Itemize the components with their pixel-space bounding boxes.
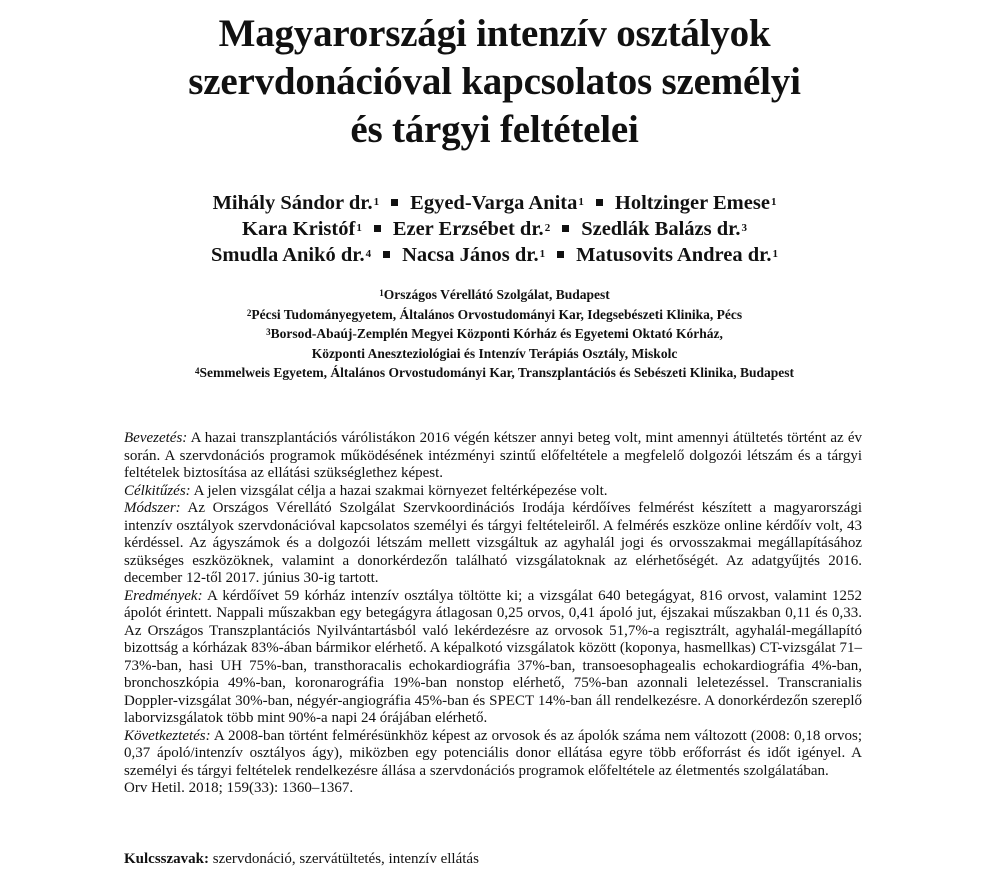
author-line	[0, 242, 989, 268]
author-name: Mihály Sándor dr.	[212, 192, 373, 214]
author-list	[0, 190, 989, 268]
title-line: Magyarországi intenzív osztályok	[218, 12, 771, 55]
affiliation-text: Országos Vérellátó Szolgálat, Budapest	[383, 287, 610, 302]
aim-text: A jelen vizsgálat célja a hazai szakmai környezet feltérképezése volt.	[193, 482, 608, 499]
author-line	[0, 190, 989, 216]
author-separator-icon	[596, 199, 603, 206]
affiliation-text: Semmelweis Egyetem, Általános Orvostudományi Kar, Transzplantációs és Sebészeti Klinika, Budapest	[199, 365, 794, 380]
affiliation	[0, 344, 989, 364]
keywords-text: szervdonáció, szervátültetés, intenzív ellátás	[212, 851, 479, 867]
author-affiliation-number: 1	[770, 196, 777, 208]
method-text: Az Országos Vérellátó Szolgálat Szervkoordinációs Irodája kérdőíves felmérést készített a magyarországi intenzív osztályok szervdonációval kapcsolatos személyi és tárgyi feltételeiről. A felmérés eszköze online kérdőív volt, 43 kérdéssel. Az ágyszámok és a dolgozói létszám mellett vizsgáltuk az agyhalál jogi és orvosszakmai megállapításához szükséges eszközöknek, valamint a donorkérdezőn található vizsgálatoknak az elérhetőségét. Az adatgyűjtés 2016. december 12-től 2017. június 30-ig tartott.	[124, 500, 862, 586]
affiliation-number: 1	[379, 288, 384, 298]
author-separator-icon	[562, 225, 569, 232]
author-line	[0, 216, 989, 242]
author-name: Kara Kristóf	[242, 218, 356, 240]
author-affiliation-number: 1	[373, 196, 380, 208]
affiliation-number: 4	[194, 366, 200, 376]
title-line: szervdonációval kapcsolatos személyi	[188, 60, 801, 103]
author-separator-icon	[383, 251, 390, 258]
author-separator-icon	[391, 199, 398, 206]
results-label: Eredmények:	[124, 587, 203, 604]
abstract-results	[124, 588, 862, 728]
author-name: Matusovits Andrea dr.	[576, 244, 772, 266]
article-title	[0, 10, 989, 154]
author-name: Szedlák Balázs dr.	[581, 218, 741, 240]
affiliation-text: Pécsi Tudományegyetem, Általános Orvostudományi Kar, Idegsebészeti Klinika, Pécs	[251, 306, 743, 322]
author-separator-icon	[374, 225, 381, 232]
method-label: Módszer:	[124, 500, 181, 516]
aim-label: Célkitűzés:	[124, 482, 191, 499]
affiliation	[0, 324, 989, 344]
affiliation	[0, 363, 989, 383]
keywords	[124, 850, 864, 868]
abstract-introduction	[124, 430, 862, 483]
conclusion-label: Következtetés:	[124, 727, 211, 744]
author-name: Nacsa János dr.	[402, 244, 539, 266]
affiliation	[0, 305, 989, 325]
abstract-method	[124, 500, 862, 588]
author-affiliation-number: 2	[544, 222, 551, 234]
author-affiliation-number: 1	[356, 222, 362, 234]
conclusion-text: A 2008-ban történt felmérésünkhöz képest az orvosok és az ápolók száma nem változott (2008: 0,18 orvos; 0,37 ápoló/intenzív osztályos ágy), miközben egy potenciális donor ellátása egyre több erőforrást és időt igényel. A személyi és tárgyi feltételek rendelkezésre állása a szervdonációs programok előfeltétele az életmentés szolgálatában.	[124, 727, 862, 779]
author-affiliation-number: 4	[365, 248, 372, 260]
author-affiliation-number: 3	[741, 222, 747, 234]
affiliation-text: Központi Aneszteziológiai és Intenzív Terápiás Osztály, Miskolc	[311, 345, 678, 361]
results-text: A kérdőívet 59 kórház intenzív osztálya töltötte ki; a vizsgálat 640 betegágyat, 816 orvost, valamint 1252 ápolót érintett. Nappali műszakban egy betegágyra átlagosan 0,25 orvos, 0,41 ápoló jut, éjszakai műszakban 0,11 és 0,33. Az Országos Transzplantációs Nyilvántartásból való lekérdezésre az orvosok 51,7%-a regisztrált, agyhalál-megállapító bizottság a kórházak 83%-ában bármikor elérhető. A képalkotó vizsgálatok között (koponya, hasmellkas) CT-vizsgálat 71–73%-ban, hasi UH 75%-ban, transthoracalis echokardiográfia 37%-ban, transoesophagealis echokardiográfia 4%-ban, bronchoszkópia 49%-ban, koronarográfia 19%-ban nonstop elérhető, 75%-ban azonnali leletezéssel. Transcranialis Doppler-vizsgálat 30%-ban, négyér-angiográfia 45%-ban és SPECT 14%-ban áll rendelkezésre. A donorkérdezőn szereplő laborvizsgálatok több mint 90%-a napi 24 órájában elérhető.	[124, 587, 862, 726]
author-name: Egyed-Varga Anita	[410, 192, 578, 214]
author-name: Ezer Erzsébet dr.	[392, 218, 544, 240]
author-affiliation-number: 1	[772, 248, 778, 260]
abstract-aim	[124, 483, 862, 501]
author-affiliation-number: 1	[539, 248, 546, 260]
citation: Orv Hetil. 2018; 159(33): 1360–1367.	[124, 780, 354, 796]
affiliation	[0, 285, 989, 305]
author-separator-icon	[557, 251, 564, 258]
author-name: Holtzinger Emese	[614, 192, 770, 214]
affiliation-list	[0, 285, 989, 383]
abstract-conclusion	[124, 728, 862, 781]
keywords-label: Kulcsszavak:	[124, 851, 210, 867]
affiliation-text: Borsod-Abaúj-Zemplén Megyei Központi Kórház és Egyetemi Oktató Kórház,	[270, 326, 723, 341]
introduction-text: A hazai transzplantációs várólistákon 2016 végén kétszer annyi beteg volt, mint amennyi átültetés történt az év során. A szervdonációs programok működésének intézményi szintű előfeltétele a megfelelő dolgozói létszám és a tárgyi feltételek biztosítása az ellátási szükséglethez képest.	[124, 430, 862, 481]
author-affiliation-number: 1	[578, 196, 584, 208]
affiliation-number: 3	[266, 327, 271, 337]
abstract	[124, 430, 862, 798]
author-name: Smudla Anikó dr.	[210, 244, 365, 266]
introduction-label: Bevezetés:	[124, 430, 188, 446]
title-line: és tárgyi feltételei	[350, 108, 639, 151]
affiliation-number: 2	[246, 307, 252, 318]
